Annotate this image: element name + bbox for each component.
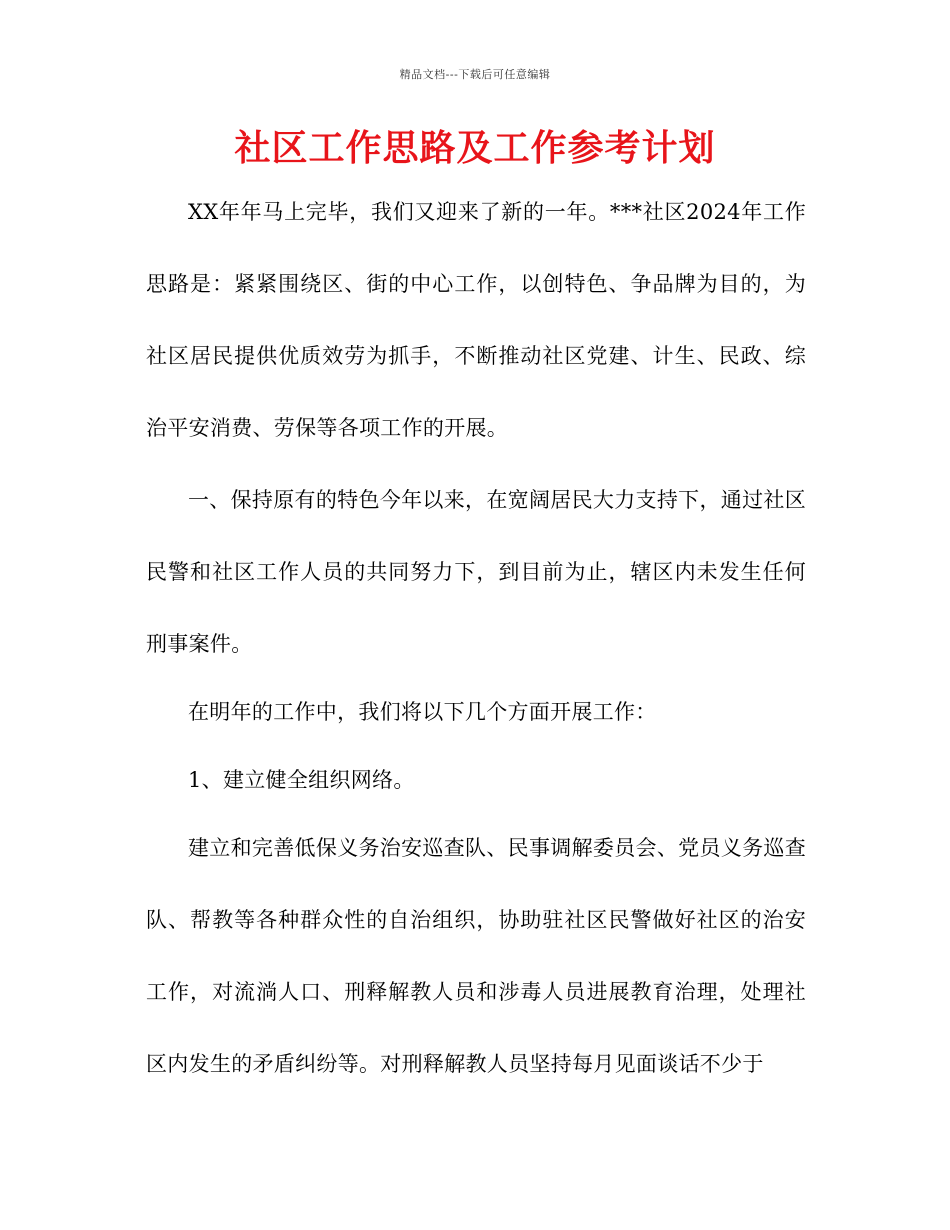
document-title: 社区工作思路及工作参考计划 [234, 128, 716, 169]
document-body [146, 176, 806, 1100]
paragraph-item-one: 1、建立健全组织网络。 [188, 768, 415, 792]
header-note: 精品文档---下载后可任意编辑 [399, 68, 551, 81]
paragraph-next-year: 在明年的工作中，我们将以下几个方面开展工作： [188, 700, 657, 724]
paragraph-section-one: 一、保持原有的特色今年以来，在宽阔居民大力支持下，通过社区民警和社区工作人员的共同努力下，到目前为止，辖区内未发生任何刑事案件。 [146, 488, 806, 656]
paragraph-intro: XX年年马上完毕，我们又迎来了新的一年。***社区2024年工作思路是：紧紧围绕区、街的中心工作，以创特色、争品牌为目的，为社区居民提供优质效劳为抓手，不断推动社区党建、计生、民政、综治平安消费、劳保等各项工作的开展。 [146, 200, 806, 440]
paragraph-organization: 建立和完善低保义务治安巡查队、民事调解委员会、党员义务巡查队、帮教等各种群众性的自治组织，协助驻社区民警做好社区的治安工作，对流淌人口、刑释解教人员和涉毒人员进展教育治理，处理社区内发生的矛盾纠纷等。对刑释解教人员坚持每月见面谈话不少于 [146, 836, 806, 1076]
